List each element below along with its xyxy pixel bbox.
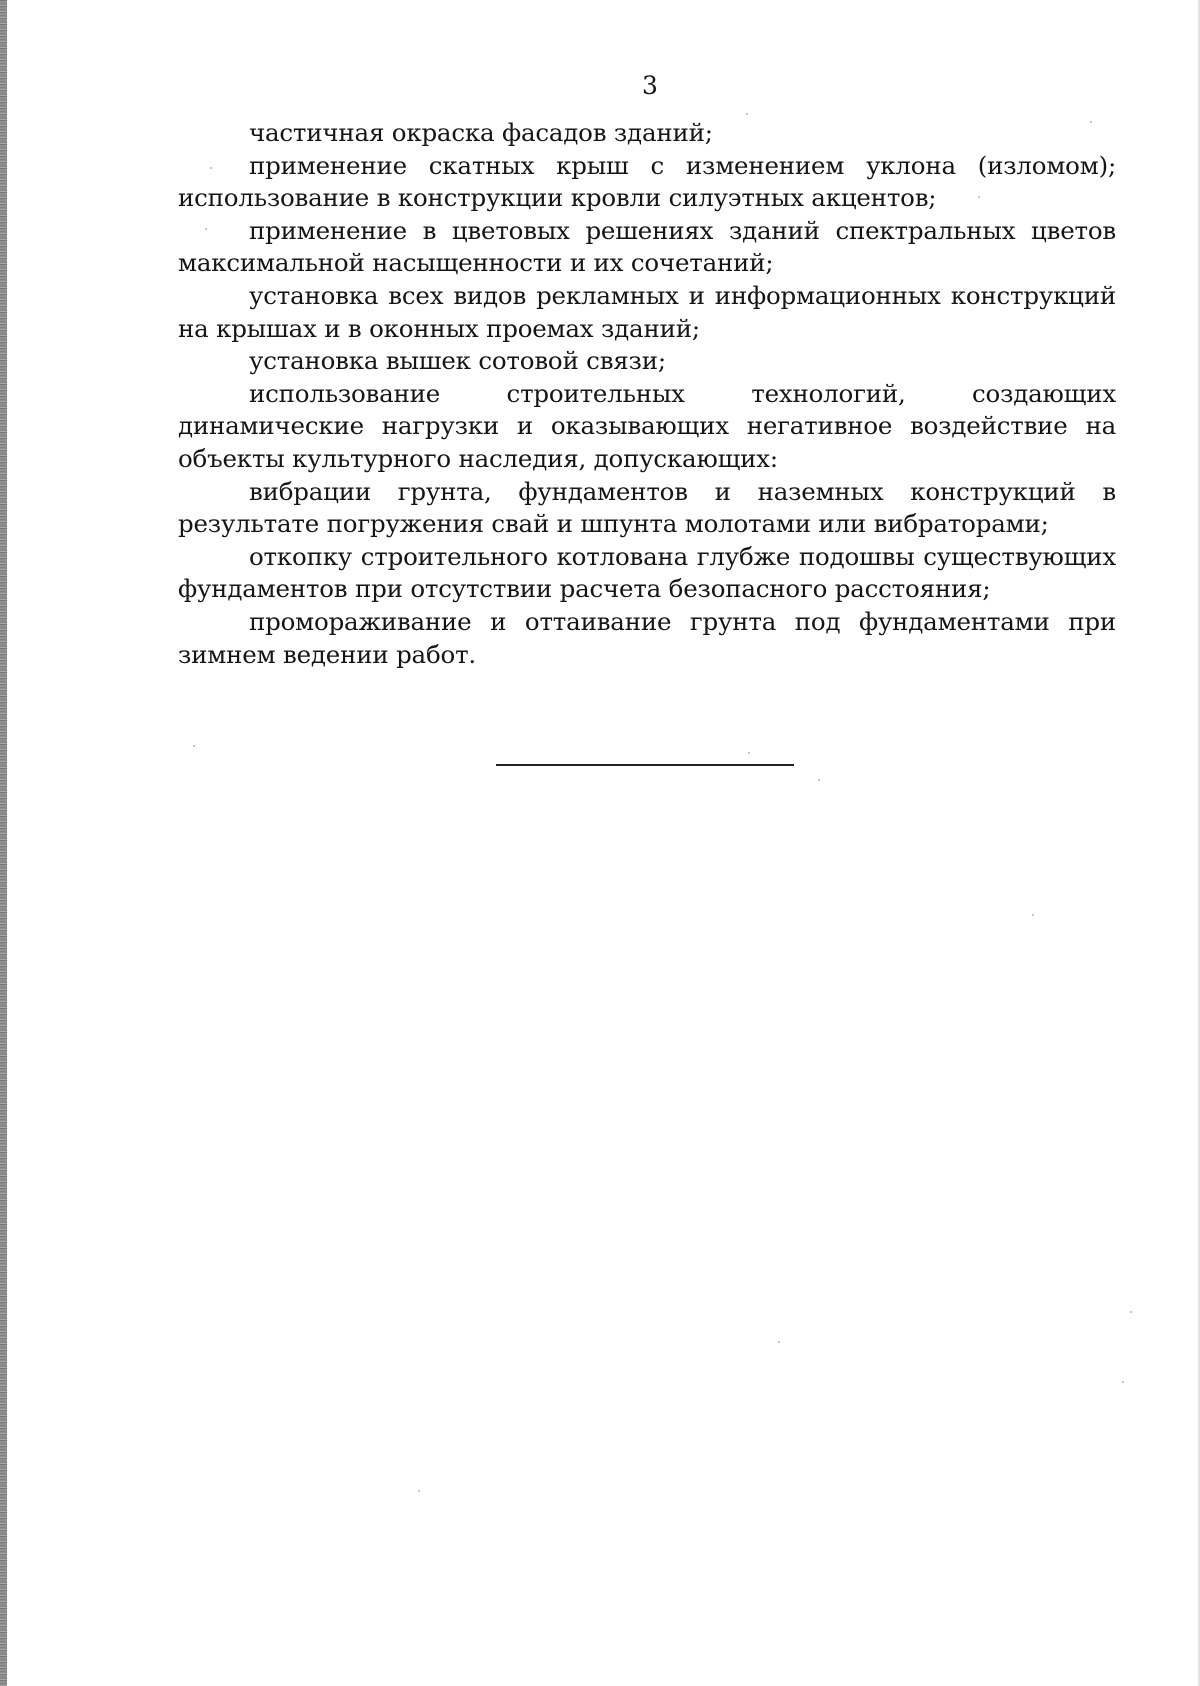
end-separator-line (496, 764, 794, 766)
paragraph-facade-painting: частичная окраска фасадов зданий; (249, 118, 713, 147)
paragraph-excavation: откопку строительного котлована глубже подошвы существующих фундаментов при отсутствии расчета безопасного расстояния; (178, 541, 1116, 604)
paragraph-ground-vibration: вибрации грунта, фундаментов и наземных конструкций в результате погружения свай и шпунта молотами или вибраторами; (178, 476, 1116, 539)
scan-speck (1122, 1381, 1124, 1383)
scan-speck (1090, 121, 1092, 123)
scan-speck (818, 779, 820, 781)
page-number: 3 (642, 71, 658, 100)
paragraph-construction-technologies: использование строительных технологий, создающих динамические нагрузки и оказывающих негативное воздействие на объекты культурного наследия, допускающих: (178, 378, 1116, 473)
scan-speck (418, 1490, 420, 1492)
paragraph-advertising-structures: установка всех видов рекламных и информационных конструкций на крышах и в оконных проемах зданий; (178, 280, 1116, 343)
paragraph-cell-towers: установка вышек сотовой связи; (249, 346, 666, 376)
paragraph-spectral-colors: применение в цветовых решениях зданий спектральных цветов максимальной насыщенности и их сочетаний; (178, 215, 1116, 278)
scan-speck (748, 752, 750, 754)
scan-speck (193, 745, 195, 747)
scan-speck (978, 196, 980, 198)
scan-speck (210, 167, 212, 169)
scan-speck (746, 113, 748, 115)
scan-speck (1032, 914, 1034, 916)
scan-speck (778, 1341, 780, 1343)
scan-speck (1130, 1311, 1132, 1313)
scan-speck (205, 228, 207, 230)
document-body (178, 117, 1116, 671)
paragraph-ground-freezing: промораживание и оттаивание грунта под фундаментами при зимнем ведении работ. (178, 606, 1116, 669)
paragraph-pitched-roofs: применение скатных крыш с изменением уклона (изломом); использование в конструкции кровли силуэтных акцентов; (178, 150, 1116, 213)
